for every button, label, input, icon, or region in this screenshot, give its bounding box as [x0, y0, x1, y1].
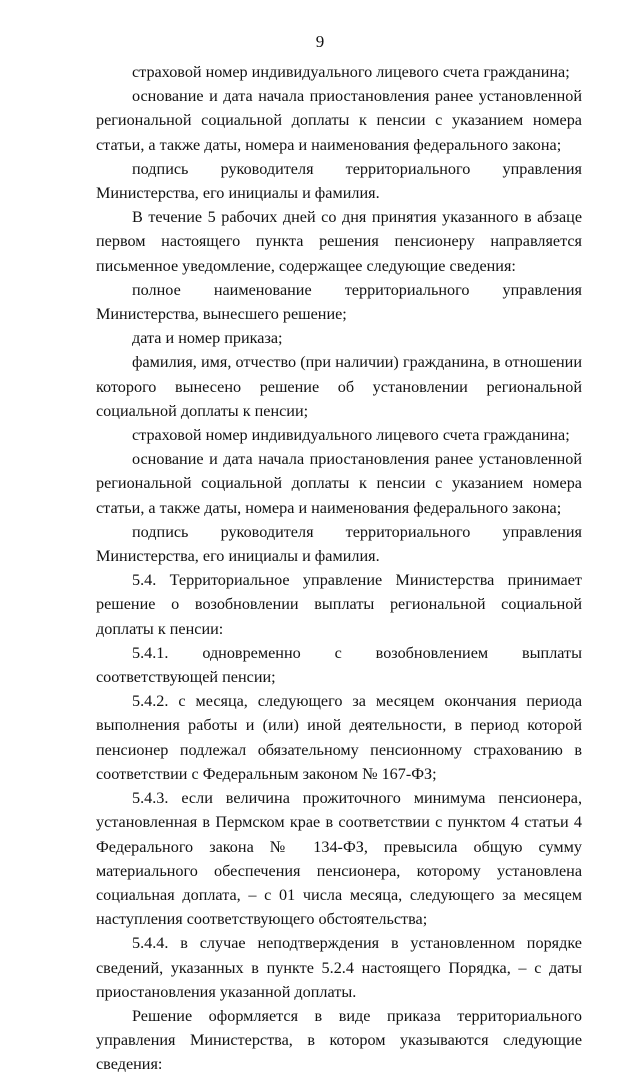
section-paragraph: 5.4. Территориальное управление Министерства принимает решение о возобновлении выплаты региональной социальной доплаты к пенсии:	[96, 571, 582, 638]
paragraph: фамилия, имя, отчество (при наличии) гражданина, в отношении которого вынесено решение об установлении региональной социальной доплаты к пенсии;	[96, 353, 582, 420]
document-body	[96, 60, 582, 1077]
page-number: 9	[315, 32, 325, 51]
paragraph: полное наименование территориального управления Министерства, вынесшего решение;	[96, 280, 582, 324]
subsection-paragraph: 5.4.3. если величина прожиточного минимума пенсионера, установленная в Пермском крае в соответствии с пунктом 4 статьи 4 Федерального закона № 134-ФЗ, превысила общую сумму материального обеспечения пенсионера, которому установлена социальная доплата, – с 01 числа месяца, следующего за месяцем наступления соответствующего обстоятельства;	[96, 789, 582, 929]
paragraph: основание и дата начала приостановления ранее установленной региональной социальной доплаты к пенсии с указанием номера статьи, а также даты, номера и наименования федерального закона;	[96, 87, 582, 154]
paragraph: Решение оформляется в виде приказа территориального управления Министерства, в котором указываются следующие сведения:	[96, 1006, 582, 1074]
paragraph: подпись руководителя территориального управления Министерства, его инициалы и фамилия.	[96, 522, 582, 566]
paragraph: дата и номер приказа;	[132, 329, 283, 348]
subsection-paragraph: 5.4.4. в случае неподтверждения в установленном порядке сведений, указанных в пункте 5.2.4 настоящего Порядка, – с даты приостановления указанной доплаты.	[96, 934, 582, 1001]
paragraph: основание и дата начала приостановления ранее установленной региональной социальной доплаты к пенсии с указанием номера статьи, а также даты, номера и наименования федерального закона;	[96, 450, 582, 517]
paragraph: страховой номер индивидуального лицевого счета гражданина;	[132, 426, 570, 445]
paragraph: подпись руководителя территориального управления Министерства, его инициалы и фамилия.	[96, 159, 582, 203]
paragraph: страховой номер индивидуального лицевого счета гражданина;	[132, 63, 570, 81]
paragraph: В течение 5 рабочих дней со дня принятия указанного в абзаце первом настоящего пункта решения пенсионеру направляется письменное уведомление, содержащее следующие сведения:	[96, 208, 582, 275]
subsection-paragraph: 5.4.2. с месяца, следующего за месяцем окончания периода выполнения работы и (или) иной деятельности, в период которой пенсионер подлежал обязательному пенсионному страхованию в соответствии с Федеральным законом № 167-ФЗ;	[96, 692, 582, 783]
subsection-paragraph: 5.4.1. одновременно с возобновлением выплаты соответствующей пенсии;	[96, 643, 582, 687]
